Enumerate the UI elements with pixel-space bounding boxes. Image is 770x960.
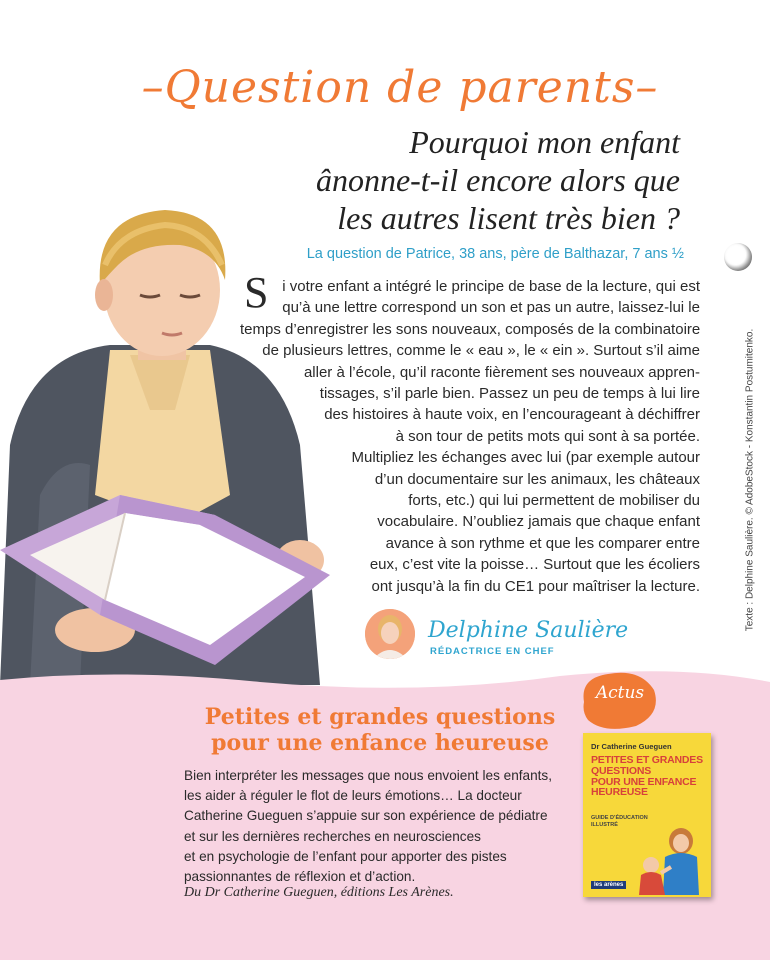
- actus-line: et en psychologie de l’enfant pour apporter des pistes: [184, 848, 507, 864]
- book-publisher: les arènes: [591, 881, 626, 889]
- article-line: aller à l’école, qu’il raconte fièrement ses nouveaux appren-: [303, 363, 700, 381]
- book-title: [591, 755, 703, 798]
- actus-line: Catherine Gueguen s’appuie sur son expérience de pédiatre: [184, 808, 548, 824]
- article-line: temps d’enregistrer les sons nouveaux, composés de la combinatoire: [240, 320, 701, 338]
- author-role: RÉDACTRICE EN CHEF: [430, 646, 555, 657]
- actus-line: passionnantes de réflexion et d’action.: [184, 869, 416, 885]
- article-line: des histoires à haute voix, en l’encourageant à déchiffrer: [324, 406, 700, 424]
- actus-line: Bien interpréter les messages que nous envoient les enfants,: [184, 768, 553, 783]
- book-title-line: POUR UNE ENFANCE: [591, 775, 697, 788]
- book-subtitle-line: GUIDE D’ÉDUCATION: [591, 815, 648, 821]
- article-line: ont jusqu’à la fin du CE1 pour maîtriser la lecture.: [371, 577, 700, 595]
- article-line: i votre enfant a intégré le principe de base de la lecture, qui est: [282, 278, 700, 295]
- book-cover: [583, 733, 711, 897]
- headline-line: les autres lisent très bien ?: [337, 200, 680, 236]
- actus-title-line: Petites et grandes questions: [204, 704, 556, 730]
- actus-title: [170, 704, 590, 756]
- actus-line: et sur les dernières recherches en neurosciences: [184, 828, 481, 844]
- headline-line: ânonne-t-il encore alors que: [315, 162, 680, 198]
- article-line: avance à son rythme et que les comparer entre: [385, 534, 700, 552]
- actus-title-line: pour une enfance heureuse: [211, 730, 549, 756]
- article-line: de plusieurs lettres, comme le « eau », le « ein ». Surtout s’il aime: [262, 342, 700, 360]
- section-kicker: –Question de parents–: [141, 62, 659, 113]
- article-line: vocabulaire. N’oubliez jamais que chaque enfant: [377, 513, 700, 531]
- drop-cap: S: [244, 268, 269, 317]
- book-reference: Du Dr Catherine Gueguen, éditions Les Arènes.: [184, 885, 454, 900]
- article-line: qu’à une lettre correspond un son et pas un autre, laissez-lui le: [282, 299, 700, 317]
- actus-label: Actus: [595, 683, 645, 703]
- article-line: à son tour de petits mots qui sont à sa portée.: [395, 427, 700, 445]
- author-avatar: [365, 609, 415, 659]
- binder-ring: [724, 243, 752, 271]
- article-body: [240, 276, 700, 597]
- actus-line: les aider à réguler le flot de leurs émotions… La docteur: [184, 788, 522, 804]
- article-line: d’un documentaire sur les animaux, les châteaux: [374, 470, 700, 488]
- article-line: Multipliez les échanges avec lui (par exemple autour: [351, 449, 700, 467]
- book-title-line: HEUREUSE: [591, 786, 648, 799]
- question-attribution: La question de Patrice, 38 ans, père de Balthazar, 7 ans ½: [306, 246, 684, 262]
- book-title-line: PETITES ET GRANDES: [591, 754, 703, 766]
- headline-line: Pourquoi mon enfant: [409, 124, 680, 160]
- book-subtitle-line: ILLUSTRÉ: [591, 822, 618, 828]
- article-line: forts, etc.) qui lui permettent de mobiliser du: [408, 492, 700, 510]
- author-name: Delphine Saulière: [428, 618, 629, 643]
- article-line: eux, c’est vite la poisse… Surtout que les écoliers: [369, 556, 700, 574]
- photo-credit: Texte : Delphine Saulière. © AdobeStock - Konstantin Postumitenko.: [744, 328, 756, 632]
- actus-body: [184, 766, 574, 887]
- book-author: Dr Catherine Gueguen: [591, 742, 672, 751]
- book-illustration: [621, 823, 707, 895]
- article-line: tissages, s’il parle bien. Passez un peu de temps à lui lire: [319, 385, 700, 403]
- book-title-line: QUESTIONS: [591, 764, 652, 777]
